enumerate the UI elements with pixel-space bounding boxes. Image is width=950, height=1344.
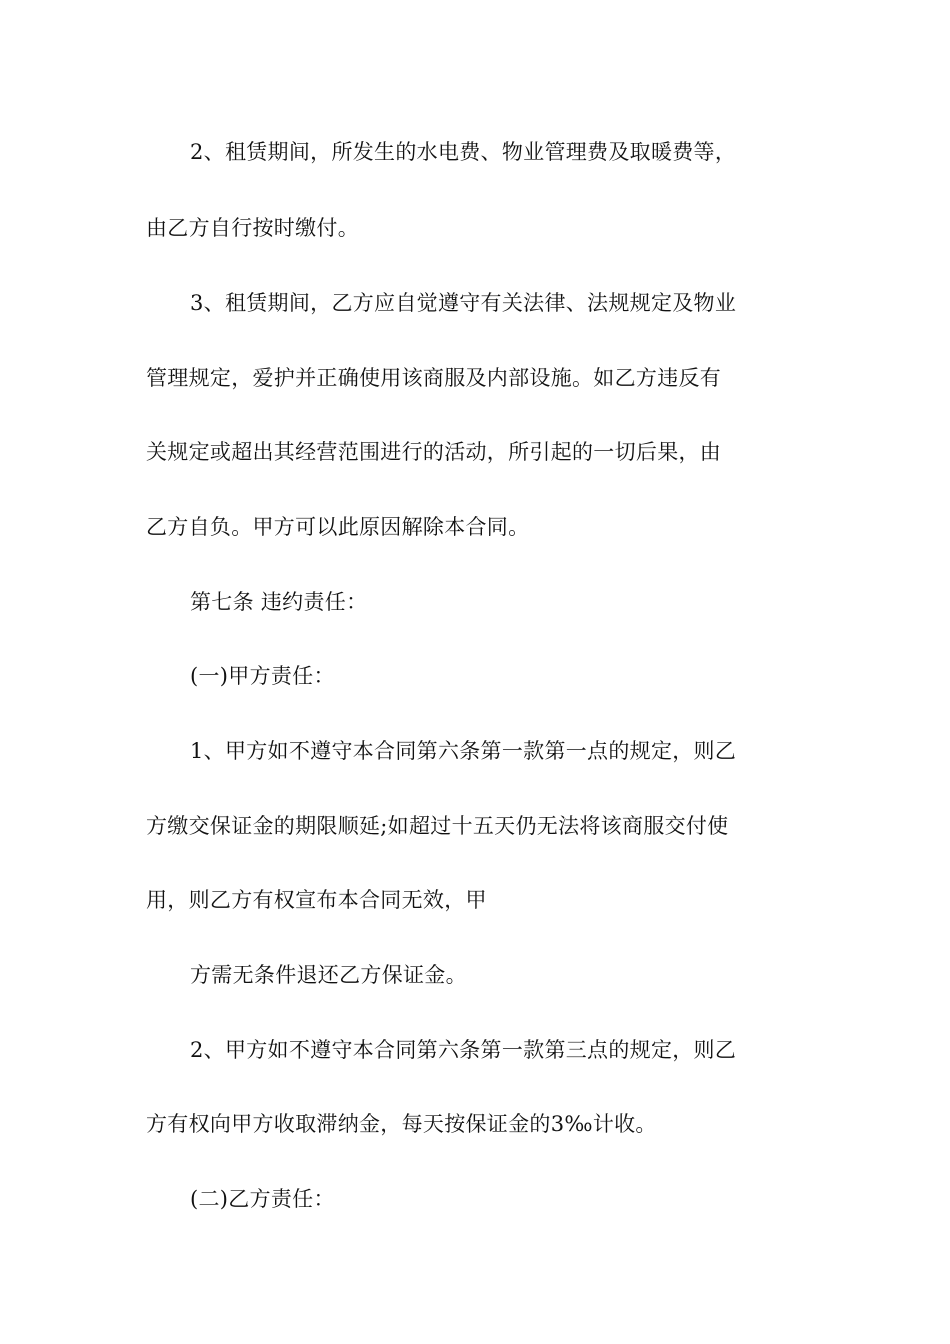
section-heading: 第七条 违约责任： bbox=[190, 590, 368, 614]
paragraph-line: 3、租赁期间，乙方应自觉遵守有关法律、法规规定及物业 bbox=[190, 291, 737, 315]
paragraph-line: 管理规定，爱护并正确使用该商服及内部设施。如乙方违反有 bbox=[146, 366, 722, 390]
paragraph-line: 由乙方自行按时缴付。 bbox=[146, 216, 359, 240]
paragraph-line: 用，则乙方有权宣布本合同无效，甲 bbox=[146, 888, 487, 912]
paragraph-line: 方缴交保证金的期限顺延;如超过十五天仍无法将该商服交付使 bbox=[146, 814, 729, 838]
paragraph-line: 乙方自负。甲方可以此原因解除本合同。 bbox=[146, 515, 530, 539]
paragraph-line: 1、甲方如不遵守本合同第六条第一款第一点的规定，则乙 bbox=[190, 739, 737, 763]
subsection-heading: (二)乙方责任： bbox=[190, 1187, 335, 1211]
paragraph-line: 关规定或超出其经营范围进行的活动，所引起的一切后果，由 bbox=[146, 440, 722, 464]
paragraph-line: 方需无条件退还乙方保证金。 bbox=[190, 963, 467, 987]
paragraph-line: 方有权向甲方收取滞纳金，每天按保证金的3‰计收。 bbox=[146, 1112, 657, 1136]
paragraph-line: 2、甲方如不遵守本合同第六条第一款第三点的规定，则乙 bbox=[190, 1038, 737, 1062]
paragraph-line: 2、租赁期间，所发生的水电费、物业管理费及取暖费等， bbox=[190, 140, 737, 164]
subsection-heading: (一)甲方责任： bbox=[190, 664, 335, 688]
